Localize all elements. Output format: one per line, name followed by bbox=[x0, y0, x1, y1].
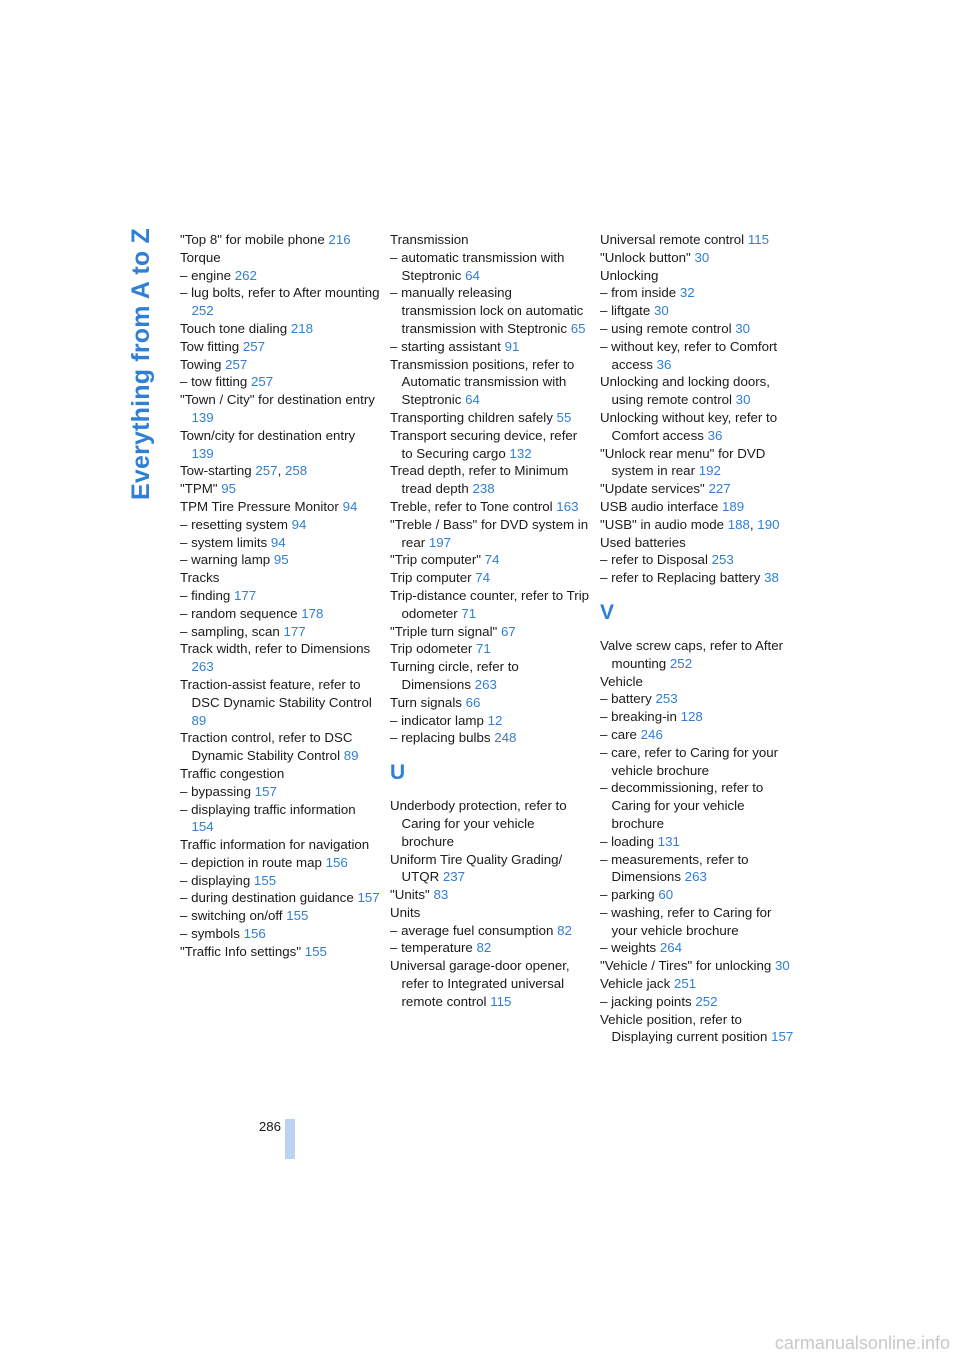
index-entry bbox=[390, 729, 590, 747]
index-entry bbox=[600, 886, 800, 904]
index-entry-text: Unlocking bbox=[600, 267, 659, 283]
index-entry bbox=[180, 480, 380, 498]
index-entry bbox=[390, 851, 590, 887]
index-entry-text: – refer to Disposal bbox=[600, 552, 712, 568]
index-letter-heading: U bbox=[390, 761, 406, 785]
index-entry-text: "Treble / Bass" for DVD system in rear bbox=[390, 516, 589, 550]
page-reference-link[interactable]: 74 bbox=[475, 570, 491, 586]
index-entry-text: – refer to Replacing battery bbox=[600, 570, 765, 586]
page-reference-link[interactable]: 89 bbox=[191, 712, 207, 728]
index-entry-text: Universal garage-door opener, refer to Integrated universal remote control bbox=[390, 958, 570, 1009]
index-entry-text: USB audio interface bbox=[600, 498, 722, 514]
page-reference-link[interactable]: 264 bbox=[659, 940, 683, 956]
index-entry bbox=[600, 534, 800, 552]
page-reference-link[interactable]: 218 bbox=[290, 320, 314, 336]
page-reference-link[interactable]: 248 bbox=[494, 730, 517, 746]
index-entry-text: Turning circle, refer to Dimensions bbox=[390, 659, 519, 692]
index-entry-text: Tow fitting bbox=[180, 338, 243, 354]
index-entry-text: "Unlock button" bbox=[600, 249, 695, 265]
page-marker-bar bbox=[285, 1119, 295, 1159]
page-reference-link[interactable]: 253 bbox=[711, 552, 734, 568]
index-entry-text: "Traffic Info settings" bbox=[180, 943, 305, 959]
index-entry-text: "Update services" bbox=[600, 481, 709, 497]
index-entry bbox=[180, 729, 380, 765]
index-entry-text: Uniform Tire Quality Grading/ UTQR bbox=[390, 851, 563, 885]
index-entry bbox=[600, 480, 800, 498]
index-entry bbox=[180, 249, 380, 267]
index-entry-text: Underbody protection, refer to Caring for your vehicle brochure bbox=[390, 798, 567, 849]
index-entry bbox=[390, 569, 590, 587]
index-entry-text: – measurements, refer to Dimensions bbox=[600, 851, 749, 885]
index-entry-text: Traffic congestion bbox=[180, 765, 285, 781]
index-entry bbox=[390, 249, 590, 285]
index-entry-text: – tow fitting bbox=[180, 374, 251, 390]
page-reference-link[interactable]: 12 bbox=[487, 712, 503, 728]
index-entry-text: – displaying traffic information bbox=[180, 801, 356, 817]
index-entry bbox=[180, 925, 380, 943]
index-entry bbox=[600, 338, 800, 374]
page-reference-link[interactable]: 178 bbox=[301, 605, 324, 621]
index-entry-text: Units bbox=[390, 904, 421, 920]
index-entry-text: – care bbox=[600, 726, 641, 742]
index-entry bbox=[180, 605, 380, 623]
page-reference-link[interactable]: 252 bbox=[669, 655, 693, 671]
page-reference-link[interactable]: 155 bbox=[253, 872, 277, 888]
index-entry bbox=[600, 673, 800, 691]
index-entry bbox=[180, 320, 380, 338]
index-entry bbox=[390, 462, 590, 498]
page-reference-link[interactable]: 258 bbox=[284, 463, 308, 479]
index-entry-text: – manually releasing transmission lock on automatic transmission with Steptronic bbox=[390, 285, 584, 336]
index-entry-text: – indicator lamp bbox=[390, 712, 488, 728]
page-reference-link[interactable]: 94 bbox=[270, 534, 286, 550]
index-entry bbox=[600, 231, 800, 249]
index-entry bbox=[600, 993, 800, 1011]
index-entry-text: – warning lamp bbox=[180, 552, 274, 568]
page-reference-link[interactable]: 155 bbox=[304, 943, 327, 959]
page-reference-link[interactable]: 30 bbox=[653, 303, 669, 319]
page-reference-link[interactable]: 64 bbox=[465, 392, 480, 408]
index-entry bbox=[390, 939, 590, 957]
index-entry-text: – decommissioning, refer to Caring for your vehicle brochure bbox=[600, 780, 764, 831]
index-entry-text: Trip odometer bbox=[390, 641, 476, 657]
index-entry-text: – resetting system bbox=[180, 516, 292, 532]
index-entry-text: TPM Tire Pressure Monitor bbox=[180, 498, 343, 514]
index-entry bbox=[180, 854, 380, 872]
index-entry-text: Transporting children safely bbox=[390, 409, 557, 425]
index-entry-text: – starting assistant bbox=[390, 338, 505, 354]
index-entry-text: Touch tone dialing bbox=[180, 320, 291, 336]
page-reference-link[interactable]: 95 bbox=[221, 481, 236, 497]
index-entry bbox=[180, 676, 380, 729]
index-entry-text: – sampling, scan bbox=[180, 623, 284, 639]
index-entry bbox=[600, 904, 800, 940]
index-entry-text: "Vehicle / Tires" for unlocking bbox=[600, 958, 775, 974]
index-entry bbox=[180, 534, 380, 552]
page-reference-link[interactable]: 237 bbox=[442, 869, 466, 885]
index-entry bbox=[600, 320, 800, 338]
page-reference-link[interactable]: 263 bbox=[684, 869, 707, 885]
index-entry bbox=[390, 231, 590, 249]
index-entry-text: – average fuel consumption bbox=[390, 922, 558, 938]
page-reference-link[interactable]: 115 bbox=[747, 232, 770, 247]
index-entry-text: Unlocking and locking doors, using remote control bbox=[600, 374, 771, 408]
page-reference-link[interactable]: 157 bbox=[254, 783, 277, 799]
index-entry bbox=[600, 744, 800, 780]
index-entry-text: Traction-assist feature, refer to DSC Dynamic Stability Control bbox=[180, 676, 372, 710]
index-entry bbox=[600, 779, 800, 832]
page-reference-link[interactable]: 83 bbox=[433, 887, 449, 903]
index-entry-text: – without key, refer to Comfort access bbox=[600, 338, 778, 372]
index-entry-text: – switching on/off bbox=[180, 908, 287, 924]
index-entry-text: – parking bbox=[600, 887, 659, 903]
page-reference-link[interactable]: 71 bbox=[461, 605, 477, 621]
index-entry-text: Trip computer bbox=[390, 570, 476, 586]
index-entry bbox=[180, 783, 380, 801]
index-entry bbox=[180, 836, 380, 854]
index-entry-text: Tow-starting bbox=[180, 463, 256, 479]
page-reference-link[interactable]: 251 bbox=[673, 976, 697, 992]
index-entry bbox=[600, 833, 800, 851]
page-reference-link[interactable]: 227 bbox=[708, 481, 731, 497]
index-entry-text: Treble, refer to Tone control bbox=[390, 498, 557, 514]
page-reference-link[interactable]: 246 bbox=[640, 726, 663, 742]
page-reference-link[interactable]: 257 bbox=[225, 356, 248, 372]
index-entry bbox=[180, 267, 380, 285]
page-reference-link[interactable]: 253 bbox=[655, 691, 678, 707]
index-entry bbox=[390, 427, 590, 463]
index-entry-text: Turn signals bbox=[390, 694, 466, 710]
index-entry bbox=[390, 922, 590, 940]
index-entry bbox=[180, 765, 380, 783]
index-entry-text: Used batteries bbox=[600, 534, 686, 550]
index-entry bbox=[600, 445, 800, 481]
page-reference-link[interactable]: 74 bbox=[484, 552, 500, 568]
index-entry-text: – engine bbox=[180, 267, 235, 283]
page-reference-link[interactable]: 65 bbox=[570, 320, 586, 336]
index-entry bbox=[180, 427, 380, 463]
index-entry bbox=[600, 373, 800, 409]
index-column-2 bbox=[390, 231, 590, 1011]
page-reference-link[interactable]: 128 bbox=[680, 709, 703, 725]
page-reference-link[interactable]: 30 bbox=[735, 392, 751, 408]
page-reference-link[interactable]: 197 bbox=[428, 534, 452, 550]
index-entry-text: – using remote control bbox=[600, 320, 736, 336]
page-reference-link[interactable]: 154 bbox=[191, 819, 214, 835]
index-entry bbox=[390, 338, 590, 356]
index-entry bbox=[390, 409, 590, 427]
index-entry-text: "Trip computer" bbox=[390, 552, 485, 568]
index-entry bbox=[180, 373, 380, 391]
page-reference-link[interactable]: 139 bbox=[191, 409, 214, 425]
index-entry-text: Trip-distance counter, refer to Trip odometer bbox=[390, 587, 590, 621]
index-entry-text: – loading bbox=[600, 833, 658, 849]
index-entry bbox=[180, 498, 380, 516]
index-entry-text: Track width, refer to Dimensions bbox=[180, 641, 371, 657]
index-entry bbox=[390, 694, 590, 712]
page-reference-link[interactable]: 192 bbox=[698, 463, 721, 479]
page-reference-link[interactable]: 139 bbox=[191, 445, 214, 461]
page-reference-link[interactable]: 36 bbox=[656, 356, 672, 372]
page-reference-link[interactable]: 89 bbox=[343, 748, 359, 764]
index-entry-text: "Units" bbox=[390, 887, 434, 903]
section-title-text: Everything from A to Z bbox=[127, 228, 155, 501]
index-entry bbox=[600, 690, 800, 708]
index-entry-text: – random sequence bbox=[180, 605, 302, 621]
page-reference-link[interactable]: 263 bbox=[191, 659, 214, 675]
page-reference-link[interactable]: 238 bbox=[472, 481, 495, 497]
page-reference-link[interactable]: 132 bbox=[509, 445, 532, 461]
index-entry-text: – symbols bbox=[180, 926, 244, 942]
index-entry bbox=[180, 551, 380, 569]
index-entry-text: "Triple turn signal" bbox=[390, 623, 501, 639]
index-entry bbox=[390, 640, 590, 658]
index-entry-text: – battery bbox=[600, 691, 656, 707]
page-reference-link[interactable]: 263 bbox=[474, 676, 497, 692]
index-entry-text: Transmission positions, refer to Automatic transmission with Steptronic bbox=[390, 356, 575, 408]
index-entry-text: Towing bbox=[180, 356, 226, 372]
index-entry bbox=[180, 801, 380, 837]
index-entry-text: – temperature bbox=[390, 940, 477, 956]
index-entry bbox=[390, 356, 590, 409]
index-entry bbox=[390, 797, 590, 850]
page-reference-link[interactable]: 95 bbox=[273, 552, 289, 568]
index-entry-text: "Unlock rear menu" for DVD system in rear bbox=[600, 445, 766, 479]
index-entry-text: Valve screw caps, refer to After mounting bbox=[600, 637, 784, 671]
index-entry bbox=[600, 249, 800, 267]
index-entry bbox=[390, 516, 590, 552]
index-entry-text: – bypassing bbox=[180, 783, 255, 799]
page-reference-link[interactable]: 64 bbox=[465, 267, 480, 283]
index-entry-text: Unlocking without key, refer to Comfort access bbox=[600, 409, 778, 443]
page-reference-link[interactable]: 94 bbox=[342, 498, 358, 514]
index-entry bbox=[180, 338, 380, 356]
page-reference-link[interactable]: 189 bbox=[721, 498, 745, 514]
index-entry-text: – care, refer to Caring for your vehicle brochure bbox=[600, 744, 779, 778]
index-entry-text: Universal remote control bbox=[600, 232, 748, 247]
index-entry bbox=[600, 302, 800, 320]
index-entry bbox=[180, 907, 380, 925]
index-entry bbox=[390, 498, 590, 516]
index-entry bbox=[180, 640, 380, 676]
page-reference-link[interactable]: 67 bbox=[500, 623, 516, 639]
page-reference-link[interactable]: 156 bbox=[243, 926, 266, 942]
index-entry bbox=[390, 658, 590, 694]
page-reference-link[interactable]: 188 bbox=[727, 516, 750, 532]
index-entry-text: – replacing bulbs bbox=[390, 730, 495, 746]
index-entry bbox=[180, 569, 380, 587]
index-entry bbox=[180, 623, 380, 641]
page-reference-link[interactable]: 94 bbox=[291, 516, 307, 532]
index-entry-text: Transmission bbox=[390, 232, 469, 247]
page-reference-link[interactable]: 216 bbox=[328, 232, 351, 247]
index-entry bbox=[390, 284, 590, 337]
page-reference-link[interactable]: 131 bbox=[657, 833, 680, 849]
index-column-1 bbox=[180, 231, 380, 961]
index-entry bbox=[600, 498, 800, 516]
index-entry-text: – system limits bbox=[180, 534, 271, 550]
index-entry-text: – weights bbox=[600, 940, 660, 956]
index-entry-text: Tracks bbox=[180, 570, 220, 586]
index-entry bbox=[600, 637, 800, 673]
index-entry-text: – liftgate bbox=[600, 303, 654, 319]
index-column-3 bbox=[600, 231, 800, 1046]
index-entry-text: Traction control, refer to DSC Dynamic Stability Control bbox=[180, 730, 353, 764]
index-entry bbox=[180, 872, 380, 890]
index-entry-text: Vehicle bbox=[600, 673, 643, 689]
index-entry-text: – washing, refer to Caring for your vehicle brochure bbox=[600, 904, 772, 938]
index-entry: Tow-starting 257, 258 bbox=[180, 463, 308, 479]
index-entry-text: – from inside bbox=[600, 285, 680, 301]
index-entry-text: Vehicle jack bbox=[600, 976, 674, 992]
page-reference-link[interactable]: 163 bbox=[556, 498, 579, 514]
page-reference-link[interactable]: 32 bbox=[679, 285, 695, 301]
page-reference-link[interactable]: 91 bbox=[504, 338, 520, 354]
page-reference-link[interactable]: 177 bbox=[233, 587, 257, 603]
index-entry bbox=[600, 409, 800, 445]
index-entry bbox=[390, 886, 590, 904]
page-reference-link[interactable]: 157 bbox=[771, 1029, 794, 1045]
index-entry bbox=[600, 939, 800, 957]
index-entry bbox=[600, 957, 800, 975]
page-reference-link[interactable]: 257 bbox=[250, 374, 274, 390]
index-entry bbox=[600, 708, 800, 726]
page-reference-link[interactable]: 190 bbox=[757, 516, 780, 532]
index-entry bbox=[180, 391, 380, 427]
index-entry-text: – automatic transmission with Steptronic bbox=[390, 249, 565, 283]
index-entry-text: "Town / City" for destination entry bbox=[180, 392, 375, 408]
page-reference-link[interactable]: 82 bbox=[557, 922, 572, 938]
index-entry bbox=[180, 356, 380, 374]
index-entry bbox=[390, 623, 590, 641]
index-entry-text: – finding bbox=[180, 587, 234, 603]
index-letter-heading: V bbox=[600, 600, 615, 624]
index-entry-text: Traffic information for navigation bbox=[180, 837, 370, 853]
index-entry-text: Tread depth, refer to Minimum tread depth bbox=[390, 463, 569, 497]
page-reference-link[interactable]: 262 bbox=[234, 267, 257, 283]
page-reference-link[interactable]: 66 bbox=[465, 694, 481, 710]
index-entry bbox=[600, 1011, 800, 1047]
index-entry-text: – displaying bbox=[180, 872, 254, 888]
page-reference-link[interactable]: 252 bbox=[695, 993, 718, 1009]
section-title bbox=[128, 228, 154, 550]
index-entry bbox=[180, 587, 380, 605]
page-reference-link[interactable]: 115 bbox=[490, 993, 512, 1009]
index-entry bbox=[390, 551, 590, 569]
index-entry: "USB" in audio mode 188, 190 bbox=[600, 516, 780, 532]
index-entry-text: "TPM" bbox=[180, 481, 222, 497]
index-entry-text: – jacking points bbox=[600, 993, 696, 1009]
page-reference-link[interactable]: 30 bbox=[735, 320, 751, 336]
index-entry bbox=[180, 943, 380, 961]
watermark: carmanualsonline.info bbox=[774, 1333, 950, 1353]
index-entry bbox=[180, 889, 380, 907]
page-reference-link[interactable]: 157 bbox=[357, 890, 380, 906]
index-entry bbox=[390, 587, 590, 623]
page-reference-link[interactable]: 30 bbox=[775, 958, 790, 974]
index-entry bbox=[600, 551, 800, 569]
page-number: 286 bbox=[258, 1119, 281, 1134]
index-entry bbox=[180, 284, 380, 320]
page-reference-link[interactable]: 156 bbox=[325, 854, 348, 870]
index-entry bbox=[600, 267, 800, 285]
index-entry bbox=[180, 516, 380, 534]
page-reference-link[interactable]: 30 bbox=[694, 249, 710, 265]
index-entry bbox=[600, 284, 800, 302]
page-reference-link[interactable]: 60 bbox=[658, 887, 674, 903]
index-entry bbox=[600, 726, 800, 744]
page-reference-link[interactable]: 257 bbox=[255, 463, 278, 479]
page-reference-link[interactable]: 71 bbox=[475, 641, 491, 657]
page-reference-link[interactable]: 155 bbox=[286, 908, 309, 924]
index-entry-text: Vehicle position, refer to Displaying current position bbox=[600, 1011, 772, 1045]
index-entry bbox=[390, 712, 590, 730]
index-entry-text: – lug bolts, refer to After mounting bbox=[180, 285, 380, 301]
page-reference-link[interactable]: 36 bbox=[707, 427, 723, 443]
page-reference-link[interactable]: 177 bbox=[283, 623, 306, 639]
index-entry bbox=[600, 569, 800, 587]
index-entry-text: – breaking-in bbox=[600, 709, 681, 725]
index-entry-text: Torque bbox=[180, 249, 221, 265]
index-entry bbox=[180, 231, 380, 249]
index-entry-text: – during destination guidance bbox=[180, 890, 358, 906]
page-reference-link[interactable]: 257 bbox=[242, 338, 266, 354]
index-entry-text: – depiction in route map bbox=[180, 854, 326, 870]
page-reference-link[interactable]: 38 bbox=[764, 570, 779, 586]
index-entry-text: "Top 8" for mobile phone bbox=[180, 232, 329, 247]
page-reference-link[interactable]: 55 bbox=[556, 409, 572, 425]
index-entry-text: Transport securing device, refer to Securing cargo bbox=[390, 427, 578, 461]
index-entry-text: "USB" in audio mode bbox=[600, 516, 728, 532]
index-entry bbox=[390, 904, 590, 922]
index-entry bbox=[390, 957, 590, 1010]
page-reference-link[interactable]: 82 bbox=[476, 940, 492, 956]
page-reference-link[interactable]: 252 bbox=[191, 303, 214, 319]
index-entry bbox=[600, 851, 800, 887]
index-entry bbox=[600, 975, 800, 993]
index-entry-text: Town/city for destination entry bbox=[180, 427, 356, 443]
